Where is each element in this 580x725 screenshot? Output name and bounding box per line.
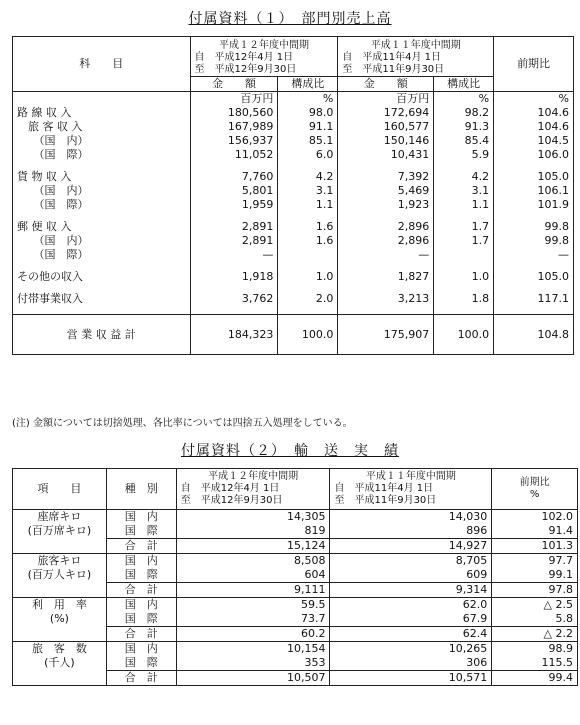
header-yoy: 前期比 <box>494 37 574 92</box>
unit-pct: % <box>434 92 494 107</box>
total-amount-current: 184,323 <box>190 315 278 355</box>
header-kind: 種 別 <box>106 469 176 510</box>
yoy-value: 97.7 <box>492 554 578 569</box>
table-row <box>13 148 574 162</box>
yoy-value: 115.5 <box>492 656 578 671</box>
amount-previous: — <box>338 248 434 262</box>
amount-current: 3,762 <box>190 292 278 306</box>
header-ratio: 構成比 <box>278 77 338 92</box>
value-previous: 14,927 <box>330 539 492 554</box>
section2-title: 付属資料（２） 輸 送 実 績 <box>181 443 399 459</box>
row-label: 路 線 収 入 <box>13 106 191 120</box>
value-previous: 62.4 <box>330 627 492 642</box>
table-row <box>13 120 574 134</box>
amount-previous: 7,392 <box>338 170 434 184</box>
row-label: その他の収入 <box>13 270 191 284</box>
table-row <box>13 106 574 120</box>
value-current: 604 <box>176 568 330 583</box>
yoy-value: 99.8 <box>494 220 574 234</box>
header-yoy: 前期比 % <box>492 469 578 510</box>
yoy-value: 102.0 <box>492 510 578 525</box>
value-current: 8,508 <box>176 554 330 569</box>
header-amount: 金 額 <box>338 77 434 92</box>
header-item: 項 目 <box>13 469 107 510</box>
group-label: 旅 客 数 (千人) <box>13 642 107 686</box>
row-label: 付帯事業収入 <box>13 292 191 306</box>
amount-current: 5,801 <box>190 184 278 198</box>
value-current: 10,507 <box>176 671 330 686</box>
ratio-current: 1.6 <box>278 234 338 248</box>
table-row <box>13 234 574 248</box>
kind: 国 内 <box>106 642 176 657</box>
ratio-current: 98.0 <box>278 106 338 120</box>
value-previous: 8,705 <box>330 554 492 569</box>
unit-pct: % <box>494 92 574 107</box>
total-label: 営 業 収 益 計 <box>13 315 191 355</box>
group-label: 旅客キロ (百万人キロ) <box>13 554 107 598</box>
header-amount: 金 額 <box>190 77 278 92</box>
ratio-current: 4.2 <box>278 170 338 184</box>
total-ratio-current: 100.0 <box>278 315 338 355</box>
yoy-value: 106.0 <box>494 148 574 162</box>
ratio-current: 1.6 <box>278 220 338 234</box>
row-label: （国 内） <box>13 134 191 148</box>
value-current: 9,111 <box>176 583 330 598</box>
kind: 国 際 <box>106 612 176 627</box>
value-current: 819 <box>176 524 330 539</box>
value-current: 10,154 <box>176 642 330 657</box>
yoy-value: 105.0 <box>494 170 574 184</box>
value-previous: 62.0 <box>330 598 492 613</box>
row-label: 貨 物 収 入 <box>13 170 191 184</box>
kind: 合 計 <box>106 671 176 686</box>
ratio-previous: 4.2 <box>434 170 494 184</box>
amount-previous: 172,694 <box>338 106 434 120</box>
table-row <box>13 198 574 212</box>
yoy-value: 97.8 <box>492 583 578 598</box>
kind: 合 計 <box>106 539 176 554</box>
row-label: （国 際） <box>13 148 191 162</box>
amount-current: 2,891 <box>190 234 278 248</box>
row-label: （国 際） <box>13 198 191 212</box>
ratio-previous: 1.0 <box>434 270 494 284</box>
amount-current: 1,959 <box>190 198 278 212</box>
ratio-current: 85.1 <box>278 134 338 148</box>
value-previous: 10,265 <box>330 642 492 657</box>
yoy-value: △ 2.2 <box>492 627 578 642</box>
kind: 国 際 <box>106 568 176 583</box>
ratio-current: 3.1 <box>278 184 338 198</box>
header-current-period: 平成１２年度中間期 自 平成12年4月 1日 至 平成12年9月30日 <box>190 37 338 77</box>
row-label: 旅 客 収 入 <box>13 120 191 134</box>
table-row <box>13 220 574 234</box>
header-previous-period: 平成１１年度中間期 自 平成11年4月 1日 至 平成11年9月30日 <box>330 469 492 510</box>
table-row <box>13 554 578 569</box>
amount-previous: 1,827 <box>338 270 434 284</box>
kind: 国 内 <box>106 510 176 525</box>
value-current: 73.7 <box>176 612 330 627</box>
yoy-value: 99.8 <box>494 234 574 248</box>
amount-previous: 10,431 <box>338 148 434 162</box>
ratio-previous: 1.1 <box>434 198 494 212</box>
section1-title: 付属資料（１） 部門別売上高 <box>188 11 392 27</box>
table-row <box>13 134 574 148</box>
table-row <box>13 248 574 262</box>
yoy-value: 104.5 <box>494 134 574 148</box>
total-amount-previous: 175,907 <box>338 315 434 355</box>
ratio-previous: 91.3 <box>434 120 494 134</box>
ratio-previous: 1.7 <box>434 234 494 248</box>
group-label: 利 用 率 (%) <box>13 598 107 642</box>
value-previous: 14,030 <box>330 510 492 525</box>
amount-previous: 150,146 <box>338 134 434 148</box>
ratio-current: 91.1 <box>278 120 338 134</box>
table-row <box>13 170 574 184</box>
table-row <box>13 184 574 198</box>
table-row <box>13 292 574 306</box>
yoy-value: 5.8 <box>492 612 578 627</box>
value-previous: 306 <box>330 656 492 671</box>
yoy-value: — <box>494 248 574 262</box>
value-previous: 896 <box>330 524 492 539</box>
yoy-value: 99.1 <box>492 568 578 583</box>
value-current: 353 <box>176 656 330 671</box>
row-label: （国 内） <box>13 234 191 248</box>
footnote: (注) 金額については切捨処理、各比率については四捨五入処理をしている。 <box>12 418 353 429</box>
yoy-value: 98.9 <box>492 642 578 657</box>
table-row <box>13 270 574 284</box>
amount-previous: 160,577 <box>338 120 434 134</box>
value-previous: 67.9 <box>330 612 492 627</box>
unit-pct: % <box>278 92 338 107</box>
amount-current: — <box>190 248 278 262</box>
kind: 合 計 <box>106 583 176 598</box>
yoy-value: 101.3 <box>492 539 578 554</box>
ratio-current: 1.1 <box>278 198 338 212</box>
ratio-current <box>278 248 338 262</box>
yoy-value: 99.4 <box>492 671 578 686</box>
ratio-previous: 1.7 <box>434 220 494 234</box>
yoy-value: 104.6 <box>494 106 574 120</box>
ratio-current: 6.0 <box>278 148 338 162</box>
yoy-value: 117.1 <box>494 292 574 306</box>
ratio-current: 1.0 <box>278 270 338 284</box>
unit-amount: 百万円 <box>338 92 434 107</box>
yoy-value: 106.1 <box>494 184 574 198</box>
value-previous: 609 <box>330 568 492 583</box>
kind: 合 計 <box>106 627 176 642</box>
kind: 国 際 <box>106 524 176 539</box>
ratio-previous: 5.9 <box>434 148 494 162</box>
amount-previous: 3,213 <box>338 292 434 306</box>
value-previous: 10,571 <box>330 671 492 686</box>
ratio-previous <box>434 248 494 262</box>
kind: 国 内 <box>106 598 176 613</box>
table-row <box>13 598 578 613</box>
kind: 国 内 <box>106 554 176 569</box>
ratio-current: 2.0 <box>278 292 338 306</box>
amount-current: 167,989 <box>190 120 278 134</box>
ratio-previous: 85.4 <box>434 134 494 148</box>
value-current: 15,124 <box>176 539 330 554</box>
amount-previous: 1,923 <box>338 198 434 212</box>
table-row <box>13 510 578 525</box>
header-ratio: 構成比 <box>434 77 494 92</box>
kind: 国 際 <box>106 656 176 671</box>
amount-current: 2,891 <box>190 220 278 234</box>
unit-amount: 百万円 <box>190 92 278 107</box>
yoy-value: 91.4 <box>492 524 578 539</box>
value-current: 14,305 <box>176 510 330 525</box>
yoy-value: 101.9 <box>494 198 574 212</box>
yoy-value: △ 2.5 <box>492 598 578 613</box>
table-row <box>13 642 578 657</box>
amount-current: 180,560 <box>190 106 278 120</box>
amount-current: 11,052 <box>190 148 278 162</box>
value-current: 60.2 <box>176 627 330 642</box>
ratio-previous: 98.2 <box>434 106 494 120</box>
ratio-previous: 3.1 <box>434 184 494 198</box>
row-label: 郵 便 収 入 <box>13 220 191 234</box>
amount-current: 1,918 <box>190 270 278 284</box>
yoy-value: 104.6 <box>494 120 574 134</box>
amount-current: 7,760 <box>190 170 278 184</box>
header-previous-period: 平成１１年度中間期 自 平成11年4月 1日 至 平成11年9月30日 <box>338 37 494 77</box>
total-ratio-previous: 100.0 <box>434 315 494 355</box>
sales-by-segment-table <box>12 36 574 355</box>
row-label: （国 際） <box>13 248 191 262</box>
amount-previous: 2,896 <box>338 234 434 248</box>
ratio-previous: 1.8 <box>434 292 494 306</box>
amount-previous: 5,469 <box>338 184 434 198</box>
value-current: 59.5 <box>176 598 330 613</box>
header-item: 科 目 <box>13 37 191 92</box>
transport-results-table <box>12 468 578 686</box>
row-label: （国 内） <box>13 184 191 198</box>
header-current-period: 平成１２年度中間期 自 平成12年4月 1日 至 平成12年9月30日 <box>176 469 330 510</box>
amount-previous: 2,896 <box>338 220 434 234</box>
total-yoy: 104.8 <box>494 315 574 355</box>
amount-current: 156,937 <box>190 134 278 148</box>
value-previous: 9,314 <box>330 583 492 598</box>
group-label: 座席キロ (百万席キロ) <box>13 510 107 554</box>
yoy-value: 105.0 <box>494 270 574 284</box>
